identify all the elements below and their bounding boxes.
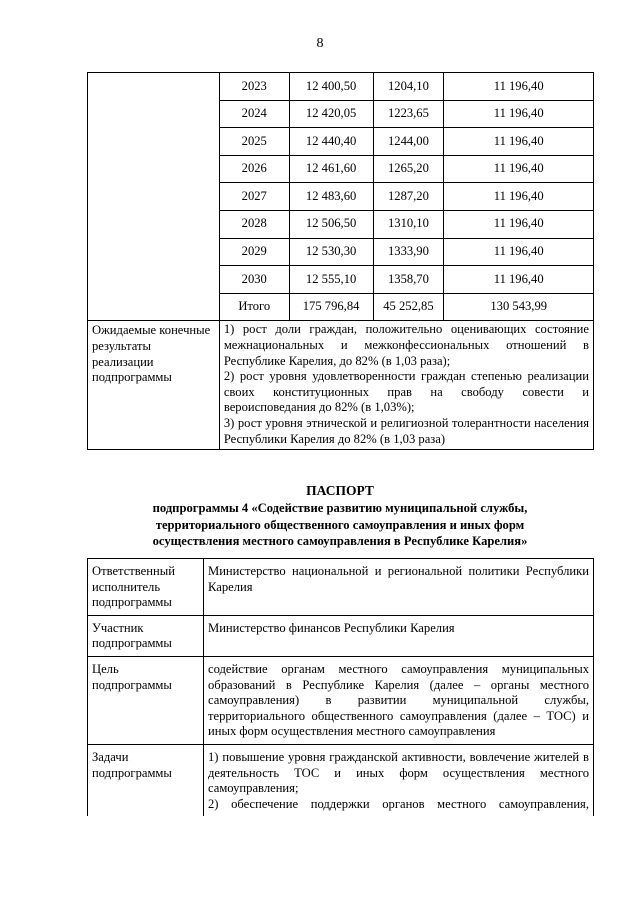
finance-cell-regional: 130 543,99 [444, 293, 594, 321]
finance-cell-federal: 1287,20 [373, 183, 444, 211]
finance-cell-total: 12 440,40 [289, 128, 373, 156]
finance-cell-total: 12 555,10 [289, 266, 373, 294]
passport-title: ПАСПОРТ [306, 483, 374, 498]
finance-row [88, 73, 594, 101]
finance-cell-federal: 1333,90 [373, 238, 444, 266]
results-item: 3) рост уровня этнической и религиозной толерантности населения Республики Карелия до 82% (в 1,03 раза) [223, 415, 589, 446]
passport-table [87, 558, 594, 816]
finance-cell-federal: 1244,00 [373, 128, 444, 156]
finance-cell-regional: 11 196,40 [444, 266, 594, 294]
finance-cell-regional: 11 196,40 [444, 100, 594, 128]
goal-value: содействие органам местного самоуправления муниципальных образований в Республике Карелия (далее – органы местного самоуправления) в развитии муниципальной службы, территориального общественного самоуправления (далее – ТОС) и иных форм осуществления местного самоуправления [204, 656, 594, 744]
results-row [88, 321, 594, 450]
finance-cell-total: 12 400,50 [289, 73, 373, 101]
passport-subtitle-line: осуществления местного самоуправления в Республике Карелия» [152, 534, 528, 548]
finance-cell-total: 12 420,05 [289, 100, 373, 128]
finance-cell-regional: 11 196,40 [444, 155, 594, 183]
passport-subtitle-line: территориального общественного самоуправления и иных форм [155, 517, 525, 532]
results-label: Ожидаемые конечные результаты реализации подпрограммы [88, 321, 220, 450]
executor-value: Министерство национальной и региональной политики Республики Карелия [204, 559, 594, 616]
finance-cell-federal: 1204,10 [373, 73, 444, 101]
finance-cell-federal: 1265,20 [373, 155, 444, 183]
finance-cell-regional: 11 196,40 [444, 183, 594, 211]
finance-cell-regional: 11 196,40 [444, 128, 594, 156]
finance-cell-total: 12 461,60 [289, 155, 373, 183]
finance-table [87, 72, 594, 450]
finance-cell-year: 2030 [219, 266, 289, 294]
finance-cell-regional: 11 196,40 [444, 210, 594, 238]
finance-cell-year: 2028 [219, 210, 289, 238]
finance-cell-federal: 1223,65 [373, 100, 444, 128]
goal-label: Цель подпрограммы [88, 656, 204, 744]
finance-cell-federal: 45 252,85 [373, 293, 444, 321]
passport-row-goal [88, 656, 594, 744]
finance-cell-year: Итого [219, 293, 289, 321]
finance-cell-year: 2025 [219, 128, 289, 156]
finance-label-cell [88, 73, 220, 321]
tasks-value [204, 744, 594, 816]
passport-heading [90, 482, 590, 550]
results-text [219, 321, 593, 450]
participant-value: Министерство финансов Республики Карелия [204, 615, 594, 656]
tasks-label: Задачи подпрограммы [88, 744, 204, 816]
passport-row-executor [88, 559, 594, 616]
finance-cell-total: 175 796,84 [289, 293, 373, 321]
finance-cell-federal: 1310,10 [373, 210, 444, 238]
page-number: 8 [316, 36, 324, 51]
finance-cell-year: 2024 [219, 100, 289, 128]
finance-cell-regional: 11 196,40 [444, 238, 594, 266]
passport-row-tasks [88, 744, 594, 816]
finance-cell-year: 2026 [219, 155, 289, 183]
finance-cell-total: 12 506,50 [289, 210, 373, 238]
finance-cell-total: 12 483,60 [289, 183, 373, 211]
finance-cell-year: 2027 [219, 183, 289, 211]
executor-label: Ответственный исполнитель подпрограммы [88, 559, 204, 616]
finance-cell-federal: 1358,70 [373, 266, 444, 294]
finance-cell-year: 2029 [219, 238, 289, 266]
results-item: 1) рост доли граждан, положительно оценивающих состояние межнациональных и межконфессиональных отношений в Республике Карелия, до 82% (в 1,03 раза); [223, 322, 589, 368]
participant-label: Участник подпрограммы [88, 615, 204, 656]
finance-cell-regional: 11 196,40 [444, 73, 594, 101]
results-item: 2) рост уровня удовлетворенности граждан степенью реализации своих конституционных прав на свободу совести и вероисповедания до 82% (в 1,03%); [223, 369, 589, 415]
task-item: 1) повышение уровня гражданской активности, вовлечение жителей в деятельность ТОС и иных форм осуществления местного самоуправления; [208, 749, 589, 796]
passport-subtitle-line: подпрограммы 4 «Содействие развитию муниципальной службы, [152, 501, 528, 515]
finance-cell-total: 12 530,30 [289, 238, 373, 266]
finance-cell-year: 2023 [219, 73, 289, 101]
passport-row-participant [88, 615, 594, 656]
task-item: 2) обеспечение поддержки органов местного самоуправления, [208, 796, 589, 811]
